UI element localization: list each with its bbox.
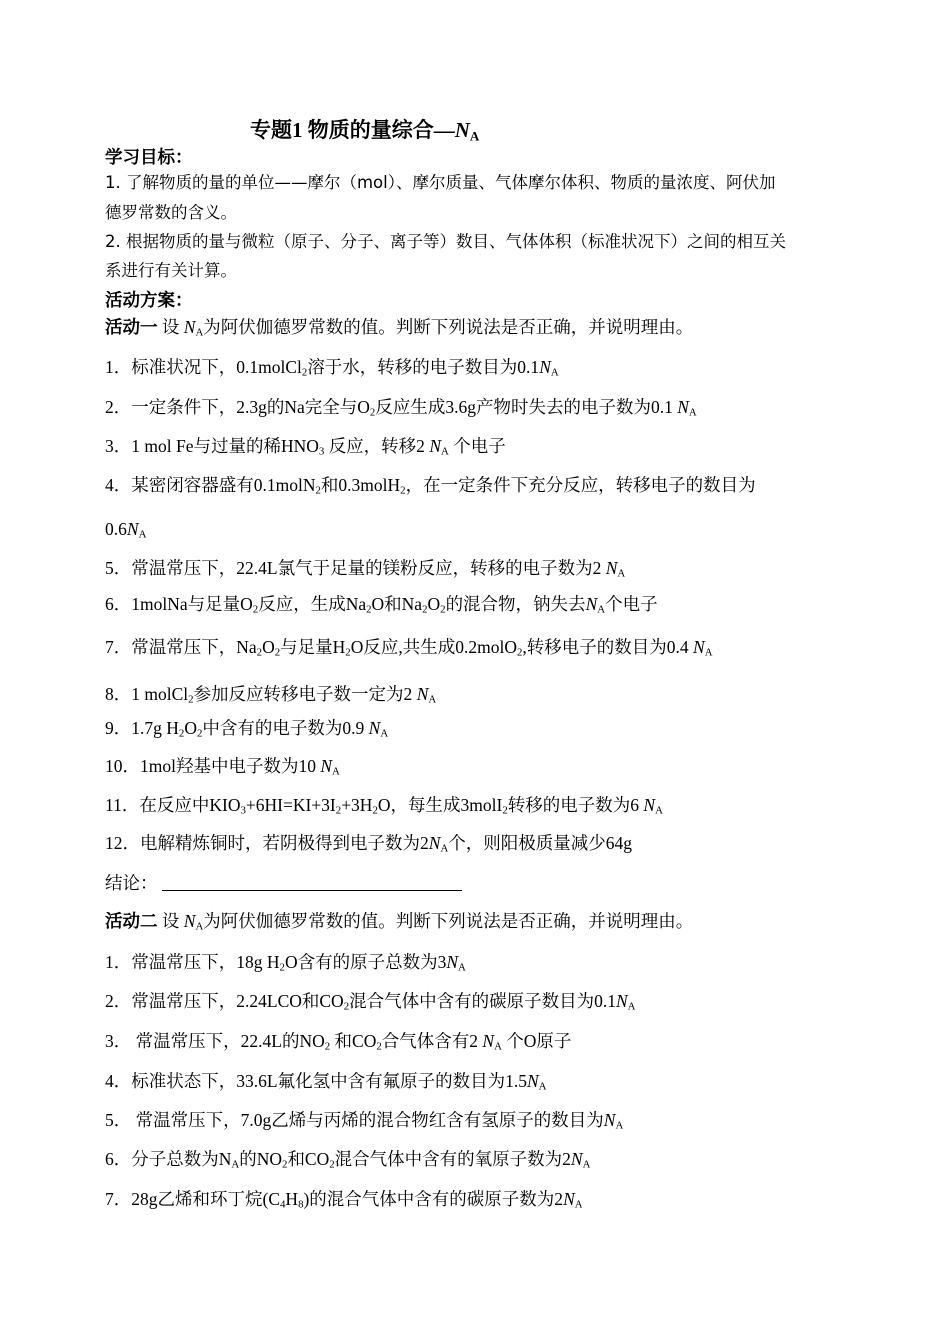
list-item: 5．常温常压下，22.4L氯气于足量的镁粉反应，转移的电子数为2 $N_A$: [105, 558, 626, 580]
list-item: 3． 常温常压下，22.4L的$NO_2$ 和$CO_2$合气体含有2 $N_A$ 个O原子: [105, 1031, 572, 1053]
list-item: 9．1.7g $H_2O_2$中含有的电子数为0.9 $N_A$: [105, 718, 389, 740]
goals-heading: 学习目标：: [105, 147, 193, 167]
list-item: 5． 常温常压下，7.0g乙烯与丙烯的混合物红含有氢原子的数目为$N_A$: [105, 1110, 624, 1132]
list-item: $0.6N_A$: [105, 519, 147, 541]
goal-1-line-1: 1. 了解物质的量的单位——摩尔（mol）、摩尔质量、气体摩尔体积、物质的量浓度、阿伏加: [105, 173, 776, 192]
list-item: 8．1 molCl$_2$参加反应转移电子数一定为2 $N_A$: [105, 684, 437, 706]
goal-1-line-2: 德罗常数的含义。: [105, 203, 237, 222]
list-item: 4．某密闭容器盛有0.1molN$_2$和0.3molH$_2$，在一定条件下充分反应，转移电子的数目为: [105, 475, 756, 497]
activity-1-label: 活动一: [105, 317, 158, 337]
list-item: 12．电解精炼铜时，若阴极得到电子数为$2N_A$个，则阳极质量减少64g: [105, 833, 633, 855]
goal-2-line-2: 系进行有关计算。: [105, 261, 237, 280]
na-symbol: N: [454, 118, 470, 142]
list-item: 4．标准状态下，33.6L氟化氢中含有氟原子的数目为$1.5N_A$: [105, 1071, 547, 1093]
list-item: 6．1molNa与足量$O_2$反应，生成$Na_2O$和$Na_2O_2$的混合物，钠失去$N_A$个电子: [105, 594, 658, 616]
list-item: 7．常温常压下，$Na_2O_2$与足量$H_2O$反应,共生成0.2molO$_2$,转移电子的数目为0.4 $N_A$: [105, 637, 713, 659]
goal-2-line-1: 2. 根据物质的量与微粒（原子、分子、离子等）数目、气体体积（标准状况下）之间的相互关: [105, 232, 786, 251]
list-item: 7．28g乙烯和环丁烷$(C_4H_8)$的混合气体中含有的碳原子数为$2N_A$: [105, 1189, 583, 1211]
activity-2-intro: 活动二 设 $N_A$为阿伏伽德罗常数的值。判断下列说法是否正确，并说明理由。: [105, 911, 694, 933]
conclusion-label: 结论：: [105, 873, 158, 893]
list-item: 2．一定条件下，2.3g的Na完全与$O_2$反应生成3.6g产物时失去的电子数为0.1 $N_A$: [105, 397, 697, 419]
list-item: 6．分子总数为$N_A$的$NO_2$和$CO_2$混合气体中含有的氧原子数为$2N_A$: [105, 1149, 591, 1171]
list-item: 1．标准状况下，0.1molCl$_2$溶于水，转移的电子数目为$0.1N_A$: [105, 357, 559, 379]
list-item: 3．1 mol Fe与过量的稀$HNO_3$ 反应，转移2 $N_A$ 个电子: [105, 436, 506, 458]
page-title: 专题1 物质的量综合$—N_A$: [250, 118, 480, 144]
conclusion-line: [105, 872, 462, 894]
list-item: 11．在反应中$KIO_3+6HI=KI+3I_2+3H_2O$，每生成3molI$_2$转移的电子数为6 $N_A$: [105, 795, 663, 817]
activity-1-intro: 活动一 设 $N_A$为阿伏伽德罗常数的值。判断下列说法是否正确，并说明理由。: [105, 317, 694, 339]
list-item: 1．常温常压下，18g $H_2O$含有的原子总数为$3N_A$: [105, 952, 466, 974]
conclusion-blank: [162, 874, 462, 891]
plan-heading: 活动方案：: [105, 290, 193, 310]
list-item: 2．常温常压下，2.24LCO和$CO_2$混合气体中含有的碳原子数目为$0.1N_A$: [105, 991, 636, 1013]
activity-2-label: 活动二: [105, 911, 158, 931]
list-item: 10．1mol羟基中电子数为10 $N_A$: [105, 756, 340, 778]
